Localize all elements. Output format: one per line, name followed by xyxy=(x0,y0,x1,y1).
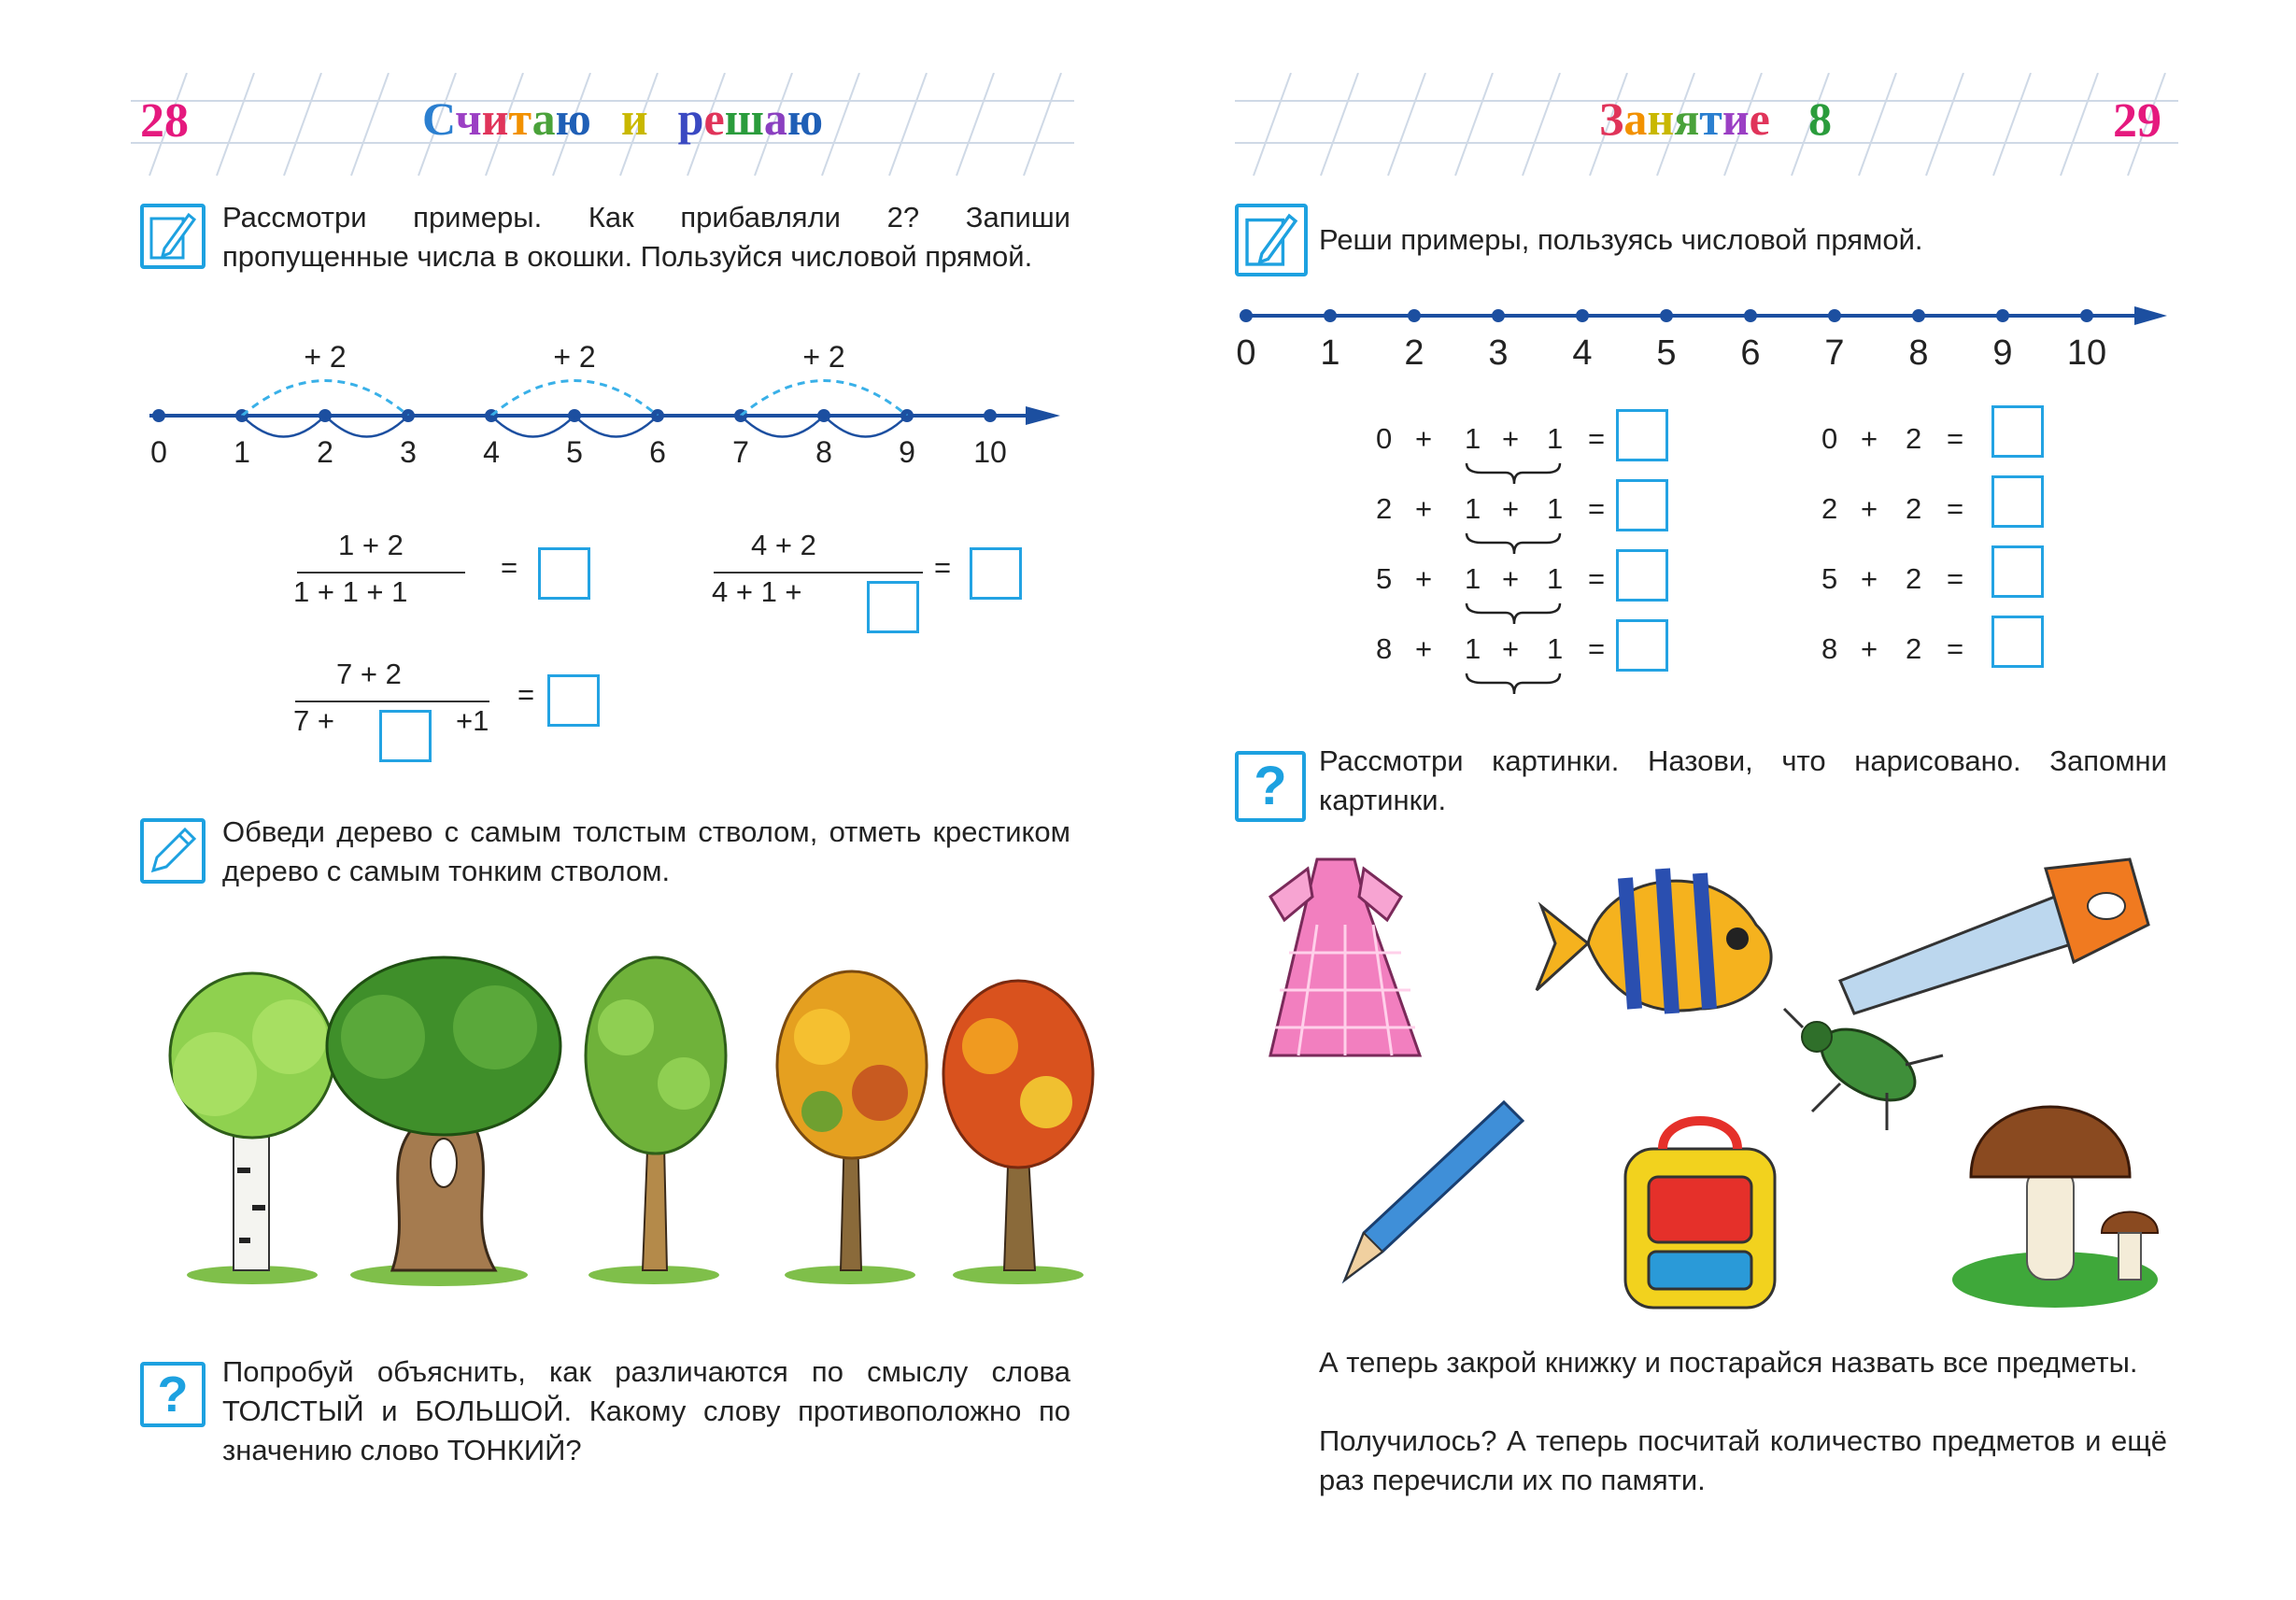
eq-plus: + xyxy=(1415,492,1433,525)
frac3-line xyxy=(295,701,489,702)
eq-plus: + xyxy=(1415,632,1433,665)
eq-operand: 1 xyxy=(1547,492,1564,525)
answer-box[interactable] xyxy=(1991,545,2044,598)
right-number-line xyxy=(1224,290,2176,374)
tick-label: 2 xyxy=(317,435,333,469)
eq-operand: 0 xyxy=(1821,422,1838,455)
eq-operand: 2 xyxy=(1906,422,1922,455)
arc-step xyxy=(824,416,907,437)
frac2-bottom: 4 + 1 + xyxy=(712,575,802,608)
header-word: решаю xyxy=(677,92,824,145)
tick-label: 9 xyxy=(1992,333,2013,373)
tick-label: 8 xyxy=(1908,333,1929,373)
saw-icon xyxy=(1840,859,2148,1013)
eq-operand: 0 xyxy=(1376,422,1393,455)
header-word: Считаю xyxy=(422,92,591,145)
eq-plus: + xyxy=(1415,562,1433,595)
tick-point xyxy=(1324,309,1337,322)
frac3-bottom-tail: +1 xyxy=(456,704,489,737)
tick-point xyxy=(1240,309,1253,322)
right-header-title xyxy=(1599,92,1770,146)
tick-label: 10 xyxy=(973,435,1007,469)
tick-point xyxy=(1744,309,1757,322)
arc-step xyxy=(741,416,824,437)
frac2-line xyxy=(714,572,923,573)
answer-box[interactable] xyxy=(1616,549,1668,602)
eq-plus: + xyxy=(1861,422,1878,455)
page-number-left: 28 xyxy=(140,94,189,148)
eq-plus: + xyxy=(1861,492,1878,525)
dress-icon xyxy=(1270,859,1420,1055)
backpack-icon xyxy=(1625,1121,1775,1308)
tick-label: 5 xyxy=(1656,333,1677,373)
tick-label: 7 xyxy=(1824,333,1845,373)
eq-equals: = xyxy=(1588,492,1606,525)
arc-label: + 2 xyxy=(802,346,845,374)
answer-box[interactable] xyxy=(1991,475,2044,528)
answer-box[interactable] xyxy=(1616,409,1668,461)
mushroom-icon xyxy=(1952,1107,2158,1308)
pencil-task-icon xyxy=(1235,204,1308,276)
eq-plus: + xyxy=(1502,562,1520,595)
answer-box[interactable] xyxy=(867,581,919,633)
tick-label: 4 xyxy=(483,435,500,469)
eq-operand: 2 xyxy=(1821,492,1838,525)
tree-icon xyxy=(586,957,726,1284)
eq-equals: = xyxy=(1947,632,1964,665)
eq-plus: + xyxy=(1502,492,1520,525)
eq-operand: 2 xyxy=(1906,492,1922,525)
tick-point xyxy=(984,409,997,422)
tick-label: 6 xyxy=(649,435,666,469)
tick-point xyxy=(1660,309,1673,322)
eq-plus: + xyxy=(1861,562,1878,595)
tick-point xyxy=(1912,309,1925,322)
tick-label: 8 xyxy=(815,435,832,469)
eq-plus: + xyxy=(1861,632,1878,665)
eq-plus: + xyxy=(1502,422,1520,455)
answer-box[interactable] xyxy=(1616,619,1668,672)
frac3-top: 7 + 2 xyxy=(336,658,402,690)
arc-step xyxy=(491,416,574,437)
frac2-eq: = xyxy=(934,551,952,584)
lesson-number: 8 xyxy=(1808,92,1832,145)
beetle-icon xyxy=(1784,1009,1943,1130)
eq-equals: = xyxy=(1947,562,1964,595)
tick-label: 5 xyxy=(566,435,583,469)
right-task2-text: Рассмотри картинки. Назови, что нарисовано. Запомни картинки. xyxy=(1319,744,2167,816)
eq-operand: 2 xyxy=(1906,562,1922,595)
tick-label: 0 xyxy=(1236,333,1256,373)
frac3-bottom: 7 + xyxy=(293,704,334,737)
eq-operand: 1 xyxy=(1465,562,1481,595)
tick-point xyxy=(152,409,165,422)
eq-operand: 2 xyxy=(1906,632,1922,665)
pencil-task-icon xyxy=(140,818,206,884)
eq-operand: 1 xyxy=(1465,632,1481,665)
brace xyxy=(1463,531,1566,559)
pictures-illustration xyxy=(1233,841,2176,1317)
eq-equals: = xyxy=(1947,492,1964,525)
frac3-eq: = xyxy=(517,678,535,711)
eq-operand: 5 xyxy=(1821,562,1838,595)
tick-label: 4 xyxy=(1572,333,1593,373)
frac1-bottom: 1 + 1 + 1 xyxy=(293,575,408,608)
fish-icon xyxy=(1537,869,1771,1013)
answer-box[interactable] xyxy=(970,547,1022,600)
answer-box[interactable] xyxy=(1616,479,1668,531)
frac1-line xyxy=(297,572,465,573)
left-header-title xyxy=(422,92,853,146)
tree-icon xyxy=(777,971,927,1284)
trees-illustration xyxy=(112,953,1102,1289)
answer-box[interactable] xyxy=(1991,405,2044,458)
eq-operand: 1 xyxy=(1465,492,1481,525)
tree-icon xyxy=(327,957,560,1286)
tick-point xyxy=(1576,309,1589,322)
tick-label: 10 xyxy=(2066,333,2107,373)
tree-icon xyxy=(943,981,1093,1284)
tick-label: 1 xyxy=(234,435,250,469)
frac2-top: 4 + 2 xyxy=(751,529,816,561)
tick-label: 1 xyxy=(1320,333,1340,373)
left-task3-text: Попробуй объяснить, как различаются по смыслу слова ТОЛСТЫЙ и БОЛЬШОЙ. Какому слову противоположно по значению слово ТОНКИЙ? xyxy=(222,1355,1070,1466)
eq-operand: 5 xyxy=(1376,562,1393,595)
eq-plus: + xyxy=(1502,632,1520,665)
eq-operand: 8 xyxy=(1821,632,1838,665)
tick-label: 0 xyxy=(150,435,167,469)
tick-label: 3 xyxy=(1488,333,1509,373)
tick-point xyxy=(1408,309,1421,322)
arc-label: + 2 xyxy=(553,346,596,374)
tick-point xyxy=(1828,309,1841,322)
left-number-line xyxy=(140,346,1074,476)
tick-label: 9 xyxy=(899,435,915,469)
arc-step xyxy=(574,416,658,437)
left-task1-text: Рассмотри примеры. Как прибавляли 2? Запиши пропущенные числа в окошки. Пользуйся числовой прямой. xyxy=(222,201,1070,273)
answer-box[interactable] xyxy=(379,710,432,762)
eq-equals: = xyxy=(1947,422,1964,455)
tree-icon xyxy=(170,973,334,1284)
eq-equals: = xyxy=(1588,422,1606,455)
tick-label: 3 xyxy=(400,435,417,469)
question-icon: ? xyxy=(140,1362,206,1427)
header-word: и xyxy=(620,92,648,145)
pencil-icon xyxy=(1345,1102,1523,1280)
eq-operand: 1 xyxy=(1547,632,1564,665)
tick-label: 2 xyxy=(1404,333,1424,373)
brace xyxy=(1463,672,1566,700)
closing-text-2: Получилось? А теперь посчитай количество предметов и ещё раз перечисли их по памяти. xyxy=(1319,1424,2167,1496)
eq-operand: 2 xyxy=(1376,492,1393,525)
brace xyxy=(1463,602,1566,630)
tick-point xyxy=(2080,309,2093,322)
closing-text-1: А теперь закрой книжку и постарайся назвать все предметы. xyxy=(1319,1346,2138,1379)
eq-equals: = xyxy=(1588,562,1606,595)
pencil-task-icon xyxy=(140,204,206,269)
answer-box[interactable] xyxy=(538,547,590,600)
frac1-top: 1 + 2 xyxy=(338,529,404,561)
tick-label: 7 xyxy=(732,435,749,469)
eq-operand: 1 xyxy=(1465,422,1481,455)
right-task1-text: Реши примеры, пользуясь числовой прямой. xyxy=(1319,223,1923,256)
tick-point xyxy=(1492,309,1505,322)
header-word: Занятие xyxy=(1599,92,1770,145)
arc-step xyxy=(242,416,325,437)
left-task2-text: Обведи дерево с самым толстым стволом, отметь крестиком дерево с самым тонким стволом. xyxy=(222,815,1070,887)
frac1-eq: = xyxy=(501,551,518,584)
eq-operand: 8 xyxy=(1376,632,1393,665)
answer-box[interactable] xyxy=(1991,616,2044,668)
eq-plus: + xyxy=(1415,422,1433,455)
eq-operand: 1 xyxy=(1547,562,1564,595)
tick-point xyxy=(1996,309,2009,322)
answer-box[interactable] xyxy=(547,674,600,727)
arc-label: + 2 xyxy=(304,346,347,374)
tick-label: 6 xyxy=(1740,333,1761,373)
brace xyxy=(1463,461,1566,489)
eq-operand: 1 xyxy=(1547,422,1564,455)
arc-step xyxy=(325,416,408,437)
eq-equals: = xyxy=(1588,632,1606,665)
page-number-right: 29 xyxy=(2113,94,2161,148)
question-icon: ? xyxy=(1235,751,1306,822)
